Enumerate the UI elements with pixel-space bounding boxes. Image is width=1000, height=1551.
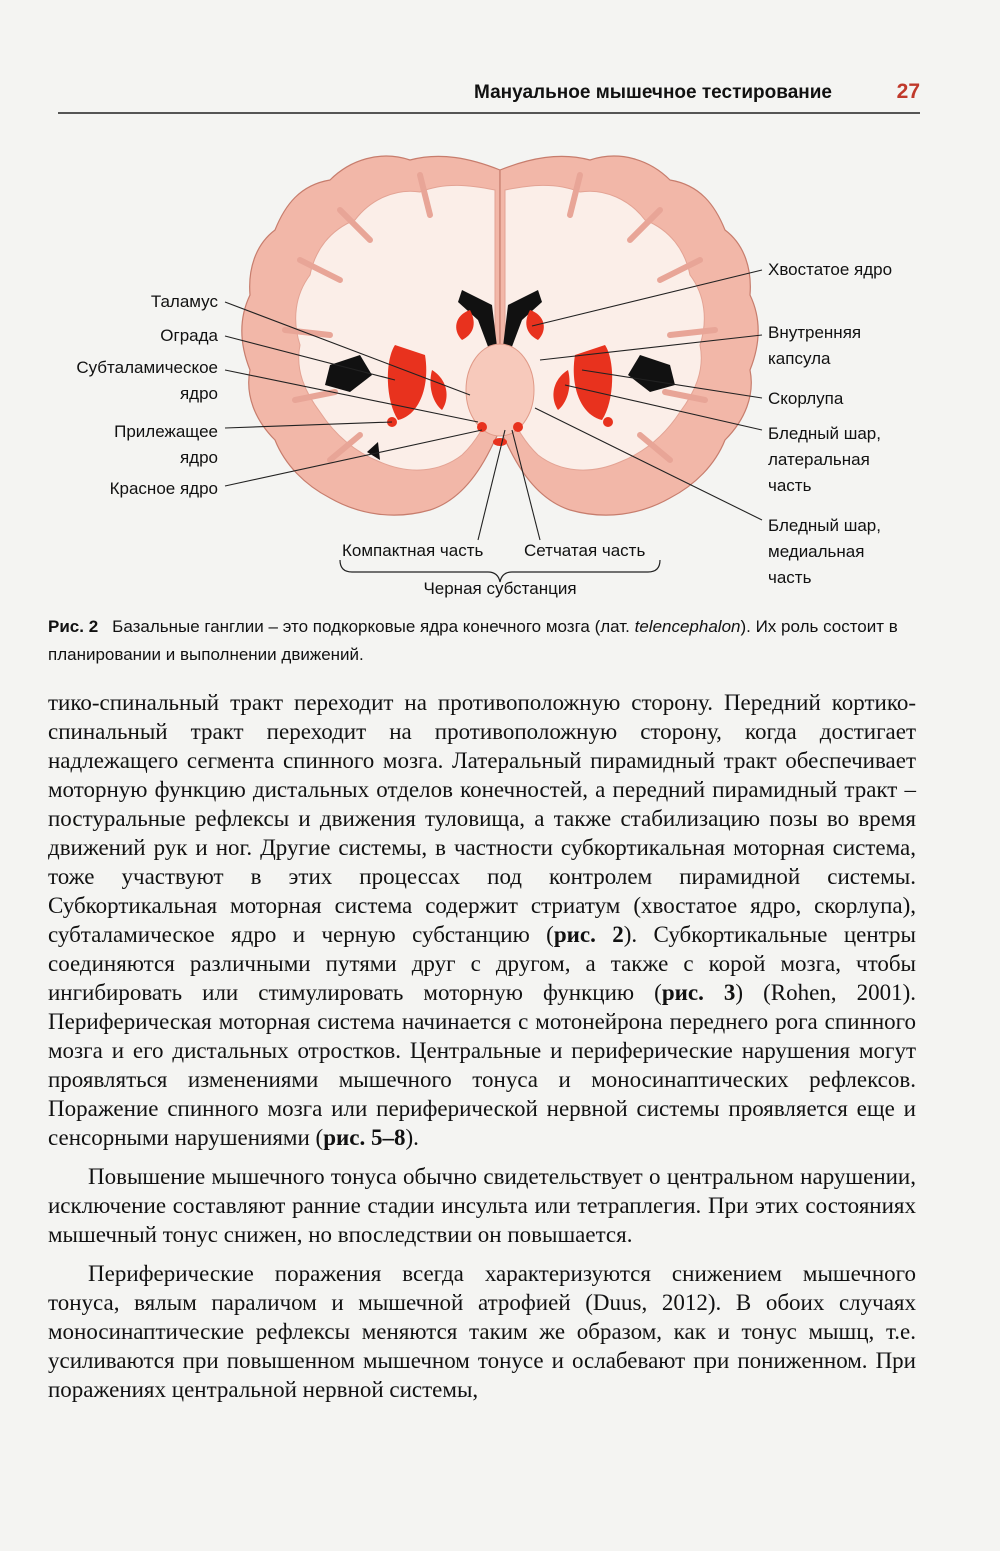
thalamus-region — [466, 344, 534, 436]
paragraph-3: Периферические поражения всегда характеризуются снижением мышечного тонуса, вялым параличом и мышечной атрофией (Duus, 2012). В обоих случаях моносинаптические рефлексы меняются таким же образом, как и тонус мышц, т.е. усиливаются при повышенном мышечном тонусе и ослабевают при пониженном. При поражениях центральной нервной системы, — [48, 1261, 916, 1402]
caption-text-after: ). Их роль состоит в планировании и выполнении движений. — [48, 617, 898, 664]
paragraph-1 — [48, 688, 916, 1152]
label-globus-pallidus-medial: Бледный шар, медиальная часть — [768, 516, 881, 587]
caption-text-before: Базальные ганглии – это подкорковые ядра конечного мозга (лат. — [112, 617, 635, 636]
label-internal-capsule: Внутренняя капсула — [768, 323, 862, 368]
label-reticular-part: Сетчатая часть — [524, 541, 646, 560]
p1-text-3: ) (Rohen, 2001). Периферическая моторная система начинается с мотонейрона переднего рога спинного мозга и его дистальных отростков. Центральные и периферические нарушения могут проявляться изменениями мышечного тонуса и моносинаптических рефлексов. Поражение спинного мозга или периферической нервной системы проявляется еще и сенсорными нарушениями ( — [48, 980, 917, 1150]
caption-number: Рис. 2 — [48, 617, 99, 636]
label-compact-part: Компактная часть — [342, 541, 484, 560]
label-substantia-nigra: Черная субстанция — [423, 579, 577, 598]
label-nucleus-accumbens: Прилежащее ядро — [114, 422, 218, 467]
running-head — [48, 78, 920, 118]
ref-fig-3: рис. 3 — [661, 980, 736, 1005]
page-number: 27 — [896, 80, 920, 103]
p1-text-2: ). Субкортикальные центры соединяются различными путями друг с другом, а также с корой мозга, чтобы ингибировать или стимулировать моторную функцию ( — [48, 922, 916, 1005]
p1-text-4: ). — [405, 1125, 419, 1150]
body-text — [48, 688, 916, 1404]
figure-basal-ganglia — [0, 130, 1000, 620]
label-thalamus: Таламус — [150, 292, 218, 311]
ref-fig-5-8: рис. 5–8 — [323, 1125, 406, 1150]
header-rule — [58, 112, 920, 114]
label-claustrum: Ограда — [160, 326, 218, 345]
ref-fig-2: рис. 2 — [553, 922, 624, 947]
label-red-nucleus: Красное ядро — [109, 479, 218, 498]
label-globus-pallidus-lateral: Бледный шар, латеральная часть — [768, 424, 881, 495]
running-head-title: Мануальное мышечное тестирование — [474, 82, 832, 103]
label-putamen: Скорлупа — [768, 389, 844, 408]
p1-text-1: тико-спинальный тракт переходит на противоположную сторону. Передний кортико-спинальный тракт переходит на противоположную сторону, когда достигает надлежащего сегмента спинного мозга. Латеральный пирамидный тракт обеспечивает моторную функцию дистальных отделов конечностей, а передний пирамидный тракт – постуральные рефлексы и движения туловища, а также стабилизацию позы во время движений рук и ног. Другие системы, в частности субкортикальная моторная система, тоже участвуют в этих процессах под контролем пирамидной системы. Субкортикальная моторная система содержит стриатум (хвостатое ядро, скорлупа), субталамическое ядро и черную субстанцию ( — [48, 690, 916, 947]
figure-caption — [48, 613, 920, 669]
label-subthalamic-nucleus: Субталамическое ядро — [76, 358, 218, 403]
label-caudate-nucleus: Хвостатое ядро — [768, 260, 893, 279]
paragraph-2: Повышение мышечного тонуса обычно свидетельствует о центральном нарушении, исключение составляют ранние стадии инсульта или тетраплегия. При этих состояниях мышечный тонус снижен, но впоследствии он повышается. — [48, 1164, 916, 1247]
caption-latin-term: telencephalon — [634, 617, 741, 636]
